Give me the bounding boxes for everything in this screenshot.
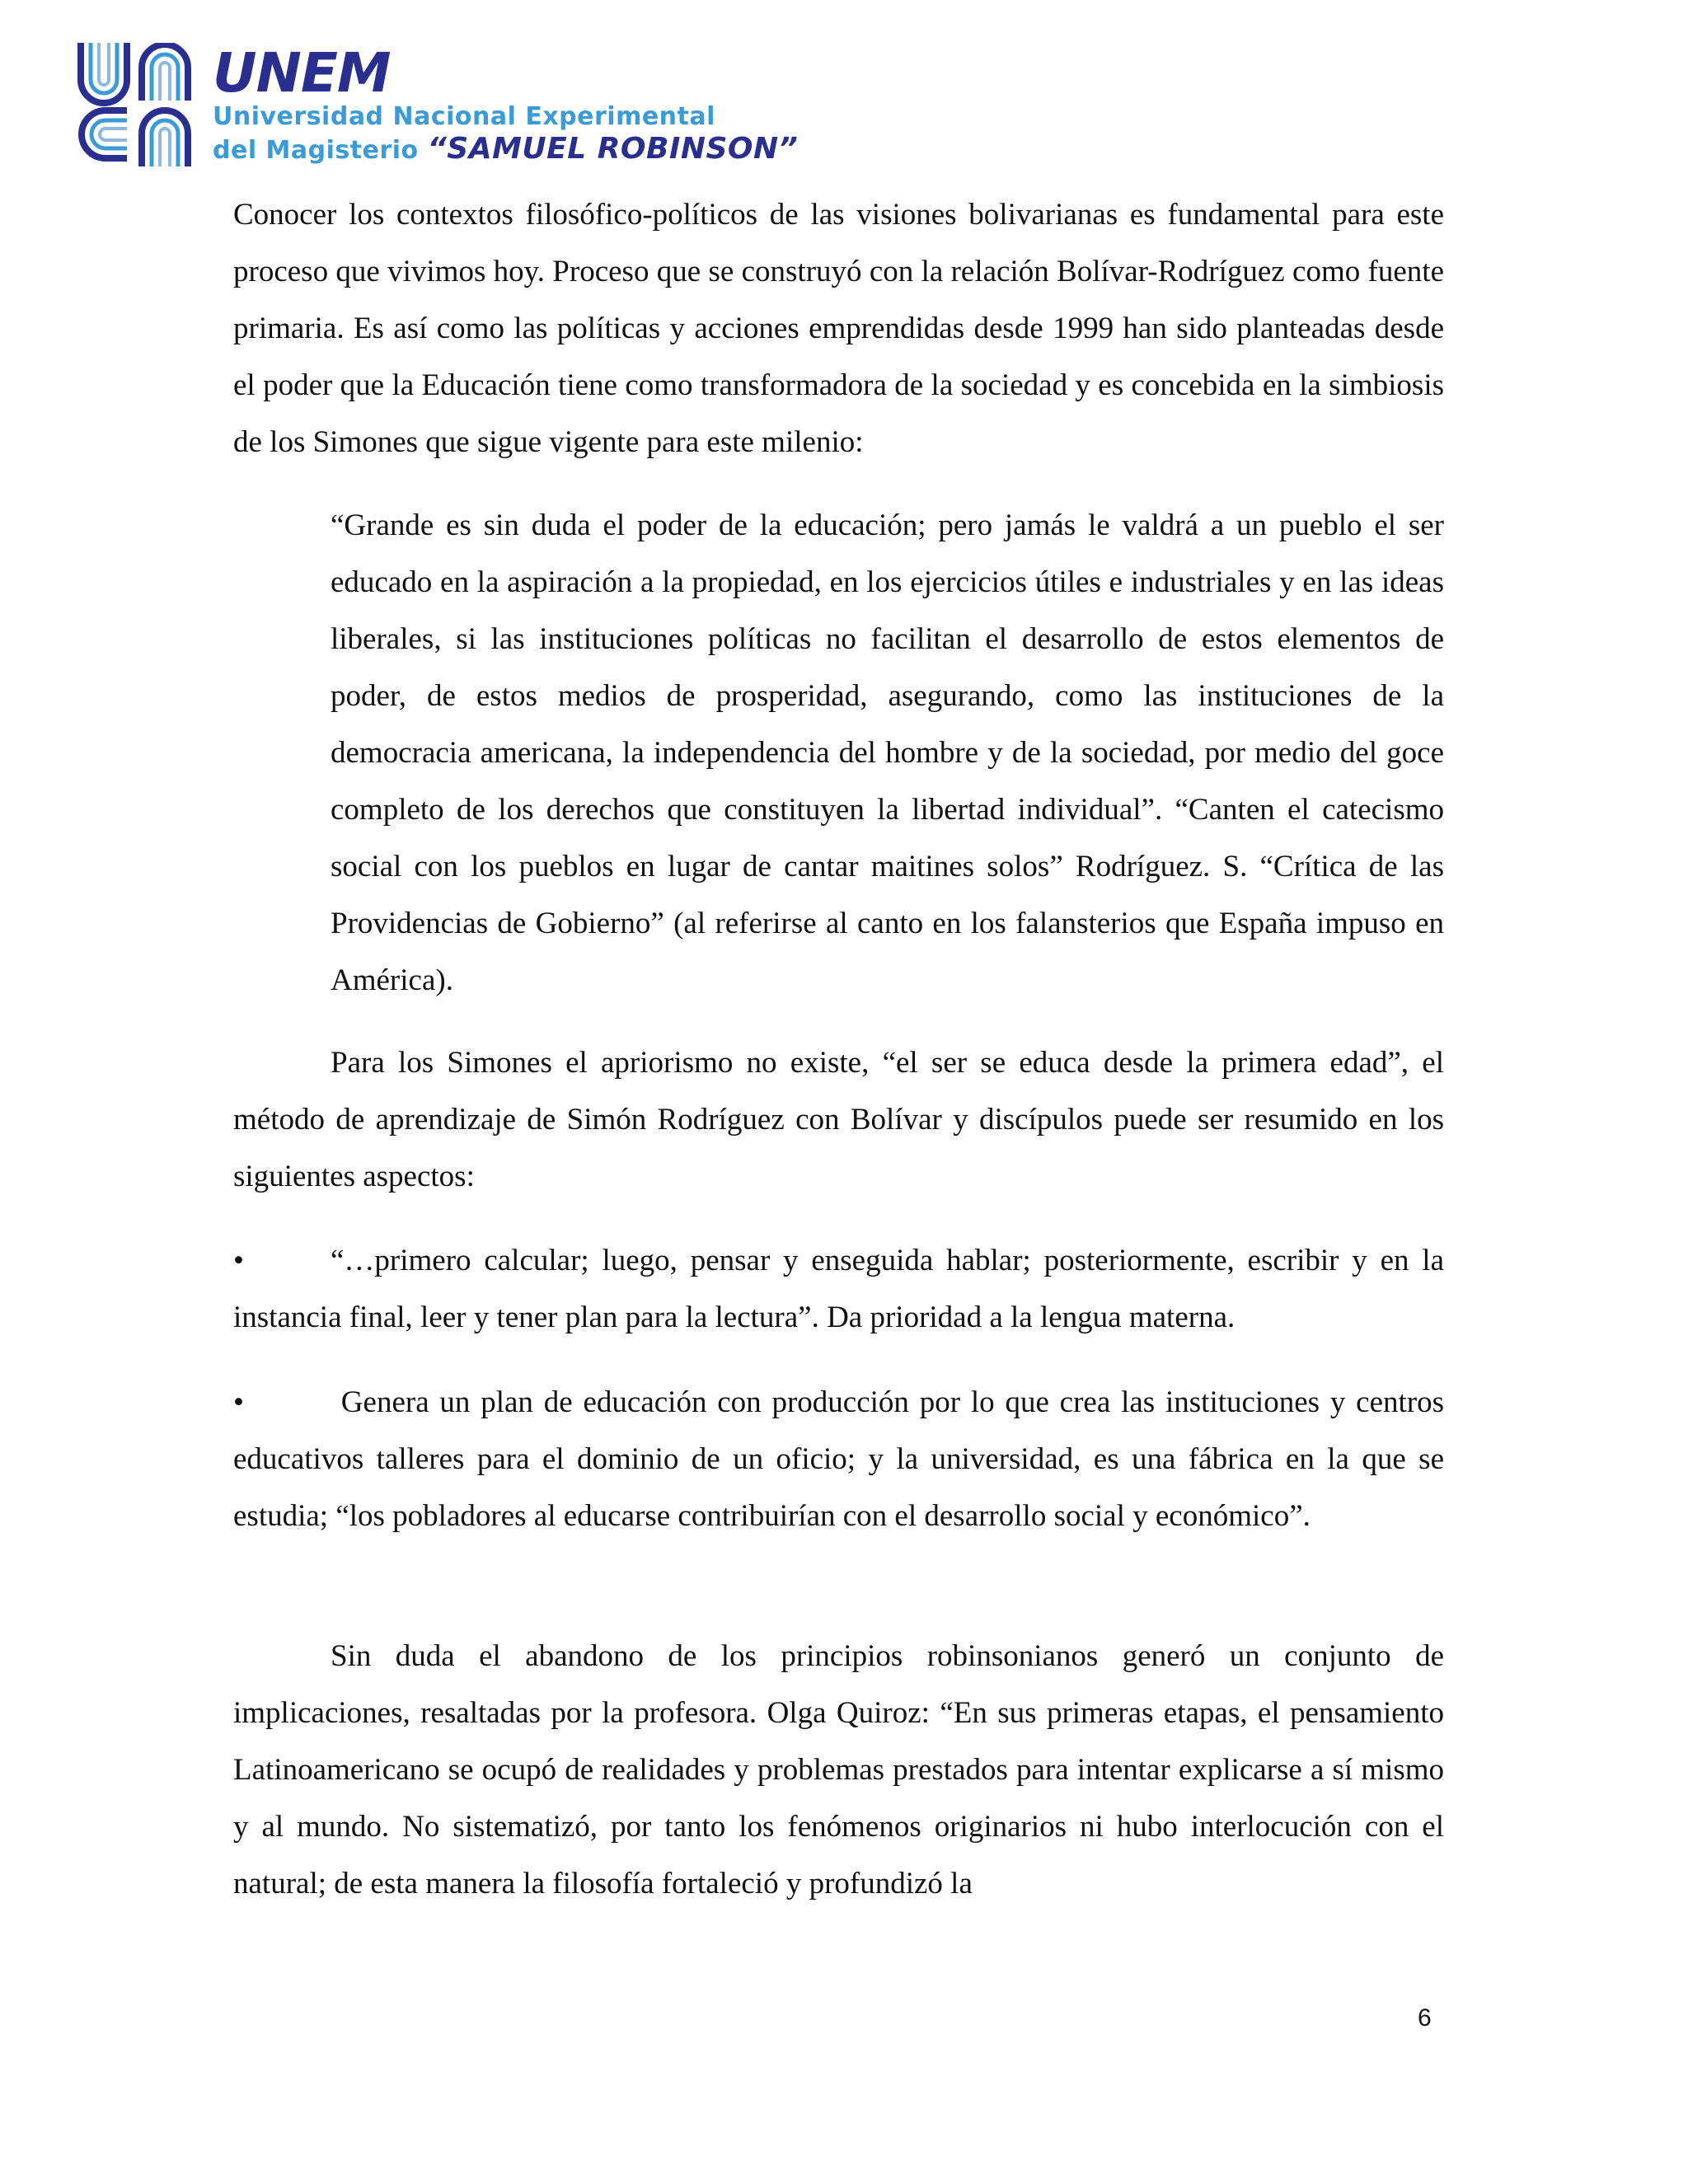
- unem-logo: [73, 41, 799, 166]
- logo-line2-prefix: del Magisterio: [213, 136, 419, 165]
- paragraph-2: Para los Simones el apriorismo no existe, “el ser se educa desde la primera edad”, el método de aprendizaje de Simón Rodríguez con Bolívar y discípulos puede ser resumido en los siguientes aspectos:: [233, 1046, 1444, 1193]
- bullet-item-2: [233, 1374, 1444, 1544]
- paragraph-1: Conocer los contextos filosófico-políticos de las visiones bolivarianas es fundamental para este proceso que vivimos hoy. Proceso que se construyó con la relación Bolívar-Rodríguez como fuente primaria. Es así como las políticas y acciones emprendidas desde 1999 han sido planteadas desde el poder que la Educación tiene como transformadora de la sociedad y es concebida en la simbiosis de los Simones que sigue vigente para este milenio:: [233, 198, 1444, 459]
- logo-magisterio-line: [213, 132, 798, 166]
- bullet-text-1: “…primero calcular; luego, pensar y enseguida hablar; posteriormente, escribir y en la instancia final, leer y tener plan para la lectura”. Da prioridad a la lengua materna.: [233, 1244, 1444, 1334]
- unem-logo-mark-icon: [73, 43, 204, 166]
- block-quote: “Grande es sin duda el poder de la educación; pero jamás le valdrá a un pueblo el ser educado en la aspiración a la propiedad, en los ejercicios útiles e industriales y en las ideas liberales, si las instituciones políticas no facilitan el desarrollo de estos elementos de poder, de estos medios de prosperidad, asegurando, como las instituciones de la democracia americana, la independencia del hombre y de la sociedad, por medio del goce completo de los derechos que constituyen la libertad individual”. “Canten el catecismo social con los pueblos en lugar de cantar maitines solos” Rodríguez. S. “Crítica de las Providencias de Gobierno” (al referirse al canto en los falansterios que España impuso en América).: [331, 509, 1444, 997]
- bullet-text-2: Genera un plan de educación con producción por lo que crea las instituciones y centros educativos talleres para el dominio de un oficio; y la universidad, es una fábrica en la que se estudia; “los pobladores al educarse contribuirían con el desarrollo social y económico”.: [233, 1385, 1444, 1533]
- bullet-item-1: [233, 1232, 1444, 1346]
- logo-line2-name: “SAMUEL ROBINSON”: [427, 132, 799, 166]
- bullet-symbol: •: [233, 1385, 244, 1419]
- bullet-symbol: •: [233, 1244, 244, 1277]
- logo-university-name: Universidad Nacional Experimental: [213, 102, 715, 131]
- logo-title: UNEM: [213, 41, 391, 105]
- page-number: 6: [1418, 2004, 1432, 2032]
- paragraph-3: Sin duda el abandono de los principios robinsonianos generó un conjunto de implicaciones, resaltadas por la profesora. Olga Quiroz: “En sus primeras etapas, el pensamiento Latinoamericano se ocupó de realidades y problemas prestados para intentar explicarse a sí mismo y al mundo. No sistematizó, por tanto los fenómenos originarios ni hubo interlocución con el natural; de esta manera la filosofía fortaleció y profundizó la: [233, 1639, 1444, 1900]
